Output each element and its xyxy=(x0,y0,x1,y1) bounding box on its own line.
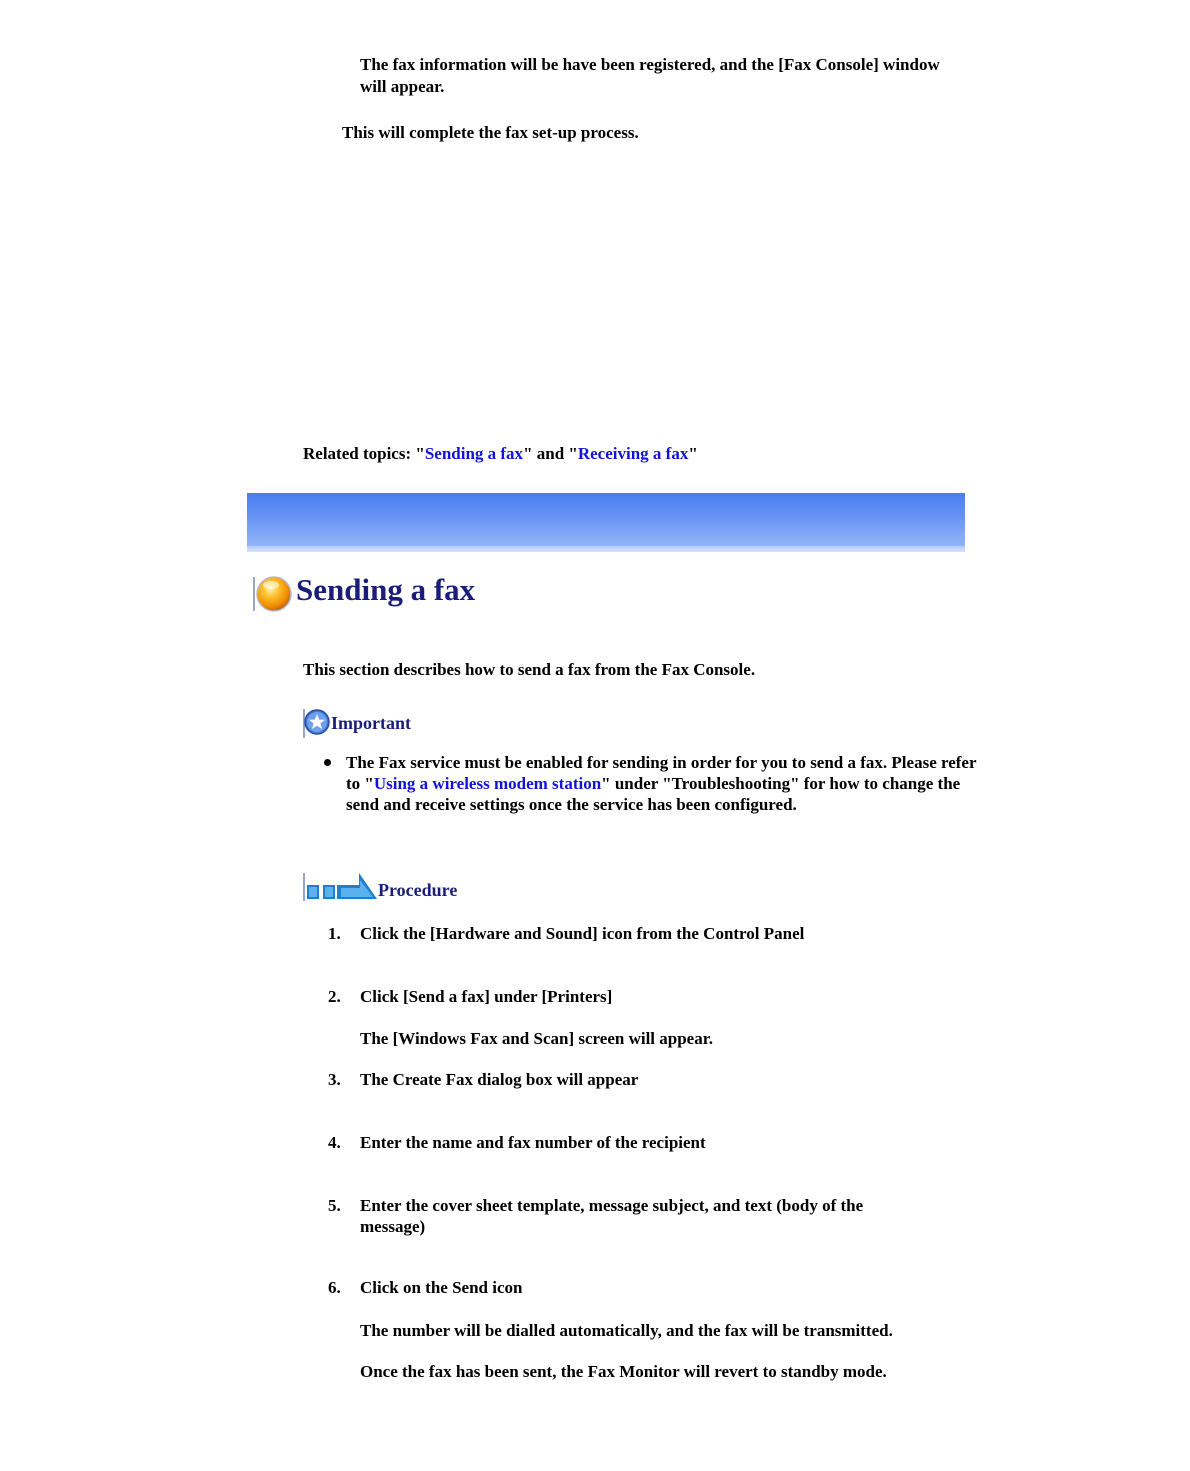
step-number: 4. xyxy=(328,1133,341,1152)
step-text: Enter the name and fax number of the recipient xyxy=(360,1133,706,1152)
bullet-dot xyxy=(324,759,331,766)
important-label: Important xyxy=(331,713,411,733)
procedure-steps-icon xyxy=(303,871,379,903)
important-text xyxy=(346,752,986,815)
related-prefix: Related topics: " xyxy=(303,444,425,463)
step-text: Click [Send a fax] under [Printers] xyxy=(360,987,613,1006)
step-number: 1. xyxy=(328,924,341,943)
important-text-after: " under "Troubleshooting" for how to change the send and receive settings once the service has been configured. xyxy=(346,774,961,814)
section-intro: This section describes how to send a fax from the Fax Console. xyxy=(303,660,756,679)
step-number: 2. xyxy=(328,987,341,1006)
important-star-icon xyxy=(303,708,331,739)
related-middle: " and " xyxy=(523,444,578,463)
section-title: Sending a fax xyxy=(296,572,476,607)
related-topics xyxy=(303,444,698,464)
related-suffix: " xyxy=(688,444,698,463)
step-number: 6. xyxy=(328,1278,341,1297)
section-banner xyxy=(247,493,965,552)
link-wireless-modem-station[interactable]: Using a wireless modem station xyxy=(373,774,602,793)
step-note: The [Windows Fax and Scan] screen will appear. xyxy=(360,1029,713,1048)
step-text: Click on the Send icon xyxy=(360,1278,523,1297)
step-note: Once the fax has been sent, the Fax Monitor will revert to standby mode. xyxy=(360,1362,887,1381)
setup-complete-note: This will complete the fax set-up process. xyxy=(342,123,639,142)
procedure-label: Procedure xyxy=(378,880,458,900)
step-text-continued: message) xyxy=(360,1217,426,1236)
step-text: Click the [Hardware and Sound] icon from the Control Panel xyxy=(360,924,805,943)
step-number: 5. xyxy=(328,1196,341,1215)
step-text: The Create Fax dialog box will appear xyxy=(360,1070,639,1089)
step-text: Enter the cover sheet template, message subject, and text (body of the xyxy=(360,1196,864,1215)
orange-ball-icon xyxy=(253,574,293,614)
link-sending-a-fax[interactable]: Sending a fax xyxy=(424,444,524,463)
step-number: 3. xyxy=(328,1070,341,1089)
important-text-before: The Fax service must be enabled for sending in order for you to send a fax. Please refer to " xyxy=(346,753,977,793)
link-receiving-a-fax[interactable]: Receiving a fax xyxy=(577,444,689,463)
step-note: The number will be dialled automatically, and the fax will be transmitted. xyxy=(360,1321,893,1340)
registered-note: The fax information will be have been registered, and the [Fax Console] window will appear. xyxy=(360,55,940,96)
